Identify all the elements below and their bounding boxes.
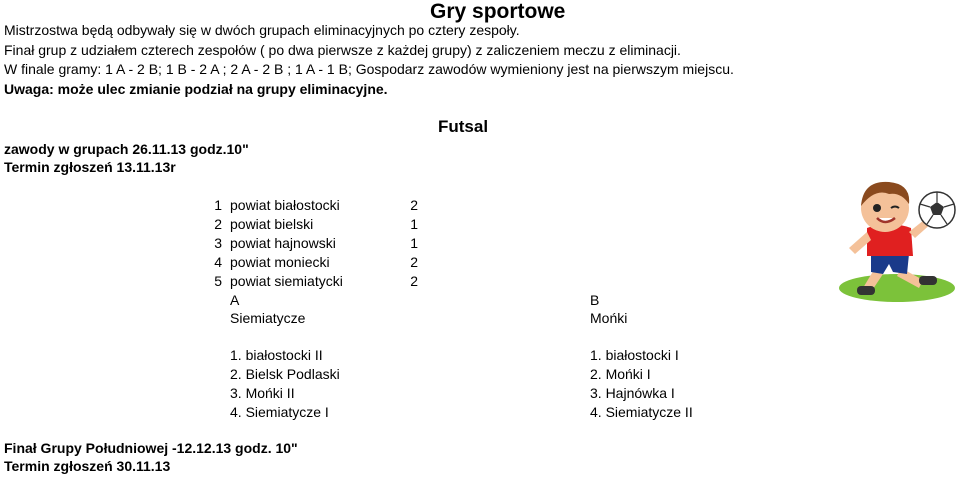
eye-left	[873, 204, 881, 212]
list-item: 3. Mońki II	[230, 385, 295, 401]
team-count: 1	[410, 216, 418, 232]
group-a-host: Siemiatycze	[230, 310, 306, 326]
team-row	[212, 196, 432, 215]
team-number: 4	[214, 254, 222, 270]
final-date: Finał Grupy Południowej -12.12.13 godz. 10"	[4, 440, 298, 456]
team-name: powiat hajnowski	[230, 235, 336, 251]
team-number: 1	[214, 197, 222, 213]
team-number: 2	[214, 216, 222, 232]
group-a-list	[230, 346, 340, 422]
team-name: powiat moniecki	[230, 254, 330, 270]
teams-table	[212, 196, 432, 291]
team-name: powiat bielski	[230, 216, 314, 232]
team-name: powiat białostocki	[230, 197, 340, 213]
list-item: 1. białostocki II	[230, 347, 323, 363]
team-count: 2	[410, 273, 418, 289]
grass-patch	[839, 274, 955, 302]
intro-line-3: W finale gramy: 1 A - 2 B; 1 B - 2 A ; 2 A - 2 B ; 1 A - 1 B; Gospodarz zawodów wymieniony jest na pierwszym miejscu.	[4, 61, 734, 77]
list-item: 4. Siemiatycze I	[230, 404, 329, 420]
list-item: 4. Siemiatycze II	[590, 404, 693, 420]
section-title-futsal: Futsal	[438, 117, 489, 136]
football-player-illustration	[805, 176, 957, 310]
group-b-list	[590, 346, 693, 422]
team-count: 2	[410, 197, 418, 213]
group-event-deadline: Termin zgłoszeń 13.11.13r	[4, 159, 176, 175]
intro-line-2: Finał grup z udziałem czterech zespołów ( po dwa pierwsze z każdej grupy) z zaliczeniem meczu z eliminacji.	[4, 42, 681, 58]
intro-note: Uwaga: może ulec zmianie podział na grupy eliminacyjne.	[4, 81, 388, 97]
final-deadline: Termin zgłoszeń 30.11.13	[4, 458, 171, 474]
group-event-date: zawody w grupach 26.11.13 godz.10"	[4, 141, 249, 157]
team-number: 5	[214, 273, 222, 289]
intro-line-1: Mistrzostwa będą odbywały się w dwóch grupach eliminacyjnych po cztery zespoły.	[4, 22, 520, 38]
shorts	[871, 254, 909, 274]
team-row	[212, 234, 432, 253]
list-item: 1. białostocki I	[590, 347, 679, 363]
team-count: 1	[410, 235, 418, 251]
shoe-right	[919, 276, 937, 285]
team-count: 2	[410, 254, 418, 270]
group-b-host: Mońki	[590, 310, 628, 326]
list-item: 2. Mońki I	[590, 366, 651, 382]
list-item: 2. Bielsk Podlaski	[230, 366, 340, 382]
page-title: Gry sportowe	[430, 0, 566, 23]
team-row	[212, 253, 432, 272]
team-name: powiat siemiatycki	[230, 273, 343, 289]
team-row	[212, 215, 432, 234]
team-number: 3	[214, 235, 222, 251]
list-item: 3. Hajnówka I	[590, 385, 675, 401]
team-row	[212, 272, 432, 291]
group-b-label: B	[590, 292, 600, 308]
shoe-left	[857, 286, 875, 295]
group-a-label: A	[230, 292, 240, 308]
